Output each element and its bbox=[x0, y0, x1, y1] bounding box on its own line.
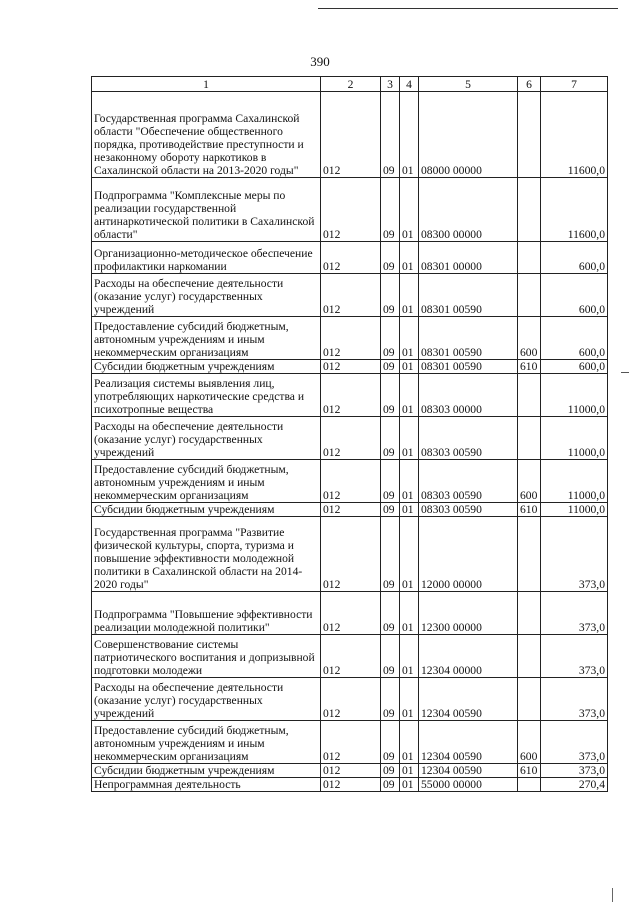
row-ministry-code: 012 bbox=[321, 360, 381, 374]
row-section-code: 09 bbox=[381, 242, 400, 274]
row-expense-type bbox=[518, 778, 541, 792]
row-target-code: 08000 00000 bbox=[419, 92, 518, 178]
row-section-code: 09 bbox=[381, 778, 400, 792]
row-subsection-code: 01 bbox=[400, 517, 419, 592]
page-number: 390 bbox=[310, 54, 330, 69]
row-amount: 11000,0 bbox=[541, 417, 608, 460]
row-ministry-code: 012 bbox=[321, 317, 381, 360]
row-subsection-code: 01 bbox=[400, 242, 419, 274]
row-target-code: 08303 00590 bbox=[419, 460, 518, 503]
row-expense-type bbox=[518, 517, 541, 592]
row-name-cell: Организационно-методическое обеспечение профилактики наркомании bbox=[92, 242, 321, 274]
header-cell: 1 bbox=[92, 77, 321, 92]
row-section-code: 09 bbox=[381, 503, 400, 517]
row-name-cell: Расходы на обеспечение деятельности (оказание услуг) государственных учреждений bbox=[92, 417, 321, 460]
row-expense-type: 610 bbox=[518, 503, 541, 517]
row-section-code: 09 bbox=[381, 721, 400, 764]
row-target-code: 12304 00590 bbox=[419, 764, 518, 778]
row-subsection-code: 01 bbox=[400, 764, 419, 778]
row-target-code: 12304 00590 bbox=[419, 721, 518, 764]
header-cell: 6 bbox=[518, 77, 541, 92]
row-ministry-code: 012 bbox=[321, 178, 381, 242]
row-amount: 11600,0 bbox=[541, 178, 608, 242]
row-subsection-code: 01 bbox=[400, 721, 419, 764]
table-row bbox=[92, 92, 608, 178]
row-name-cell: Предоставление субсидий бюджетным, автономным учреждениям и иным некоммерческим организациям bbox=[92, 460, 321, 503]
row-expense-type bbox=[518, 374, 541, 417]
row-amount: 373,0 bbox=[541, 592, 608, 635]
row-subsection-code: 01 bbox=[400, 274, 419, 317]
page-edge-mark bbox=[612, 888, 613, 902]
row-amount: 600,0 bbox=[541, 242, 608, 274]
row-expense-type bbox=[518, 635, 541, 678]
table-row bbox=[92, 503, 608, 517]
row-target-code: 12304 00000 bbox=[419, 635, 518, 678]
row-name-cell: Непрограммная деятельность bbox=[92, 778, 321, 792]
table-row bbox=[92, 764, 608, 778]
table-row bbox=[92, 374, 608, 417]
row-ministry-code: 012 bbox=[321, 460, 381, 503]
row-expense-type: 600 bbox=[518, 317, 541, 360]
row-subsection-code: 01 bbox=[400, 635, 419, 678]
row-subsection-code: 01 bbox=[400, 317, 419, 360]
row-name-cell: Предоставление субсидий бюджетным, автономным учреждениям и иным некоммерческим организациям bbox=[92, 317, 321, 360]
header-cell: 3 bbox=[381, 77, 400, 92]
row-amount: 11000,0 bbox=[541, 374, 608, 417]
header-cell: 2 bbox=[321, 77, 381, 92]
row-section-code: 09 bbox=[381, 360, 400, 374]
row-expense-type: 600 bbox=[518, 721, 541, 764]
row-ministry-code: 012 bbox=[321, 678, 381, 721]
row-expense-type bbox=[518, 417, 541, 460]
row-ministry-code: 012 bbox=[321, 92, 381, 178]
row-subsection-code: 01 bbox=[400, 503, 419, 517]
row-section-code: 09 bbox=[381, 417, 400, 460]
row-section-code: 09 bbox=[381, 517, 400, 592]
row-ministry-code: 012 bbox=[321, 635, 381, 678]
scan-artifact bbox=[621, 372, 629, 373]
row-ministry-code: 012 bbox=[321, 764, 381, 778]
row-name-cell: Предоставление субсидий бюджетным, автономным учреждениям и иным некоммерческим организациям bbox=[92, 721, 321, 764]
row-name-cell: Субсидии бюджетным учреждениям bbox=[92, 503, 321, 517]
row-name-cell: Совершенствование системы патриотического воспитания и допризывной подготовки молодежи bbox=[92, 635, 321, 678]
row-amount: 270,4 bbox=[541, 778, 608, 792]
row-target-code: 08301 00000 bbox=[419, 242, 518, 274]
row-ministry-code: 012 bbox=[321, 242, 381, 274]
row-expense-type bbox=[518, 592, 541, 635]
row-name-cell: Государственная программа "Развитие физической культуры, спорта, туризма и повышение эффективности молодежной политики в Сахалинской области на 2014-2020 годы" bbox=[92, 517, 321, 592]
row-expense-type: 610 bbox=[518, 764, 541, 778]
row-section-code: 09 bbox=[381, 374, 400, 417]
row-name-cell: Расходы на обеспечение деятельности (оказание услуг) государственных учреждений bbox=[92, 274, 321, 317]
header-cell: 5 bbox=[419, 77, 518, 92]
row-target-code: 08303 00000 bbox=[419, 374, 518, 417]
row-amount: 373,0 bbox=[541, 517, 608, 592]
row-amount: 373,0 bbox=[541, 764, 608, 778]
row-subsection-code: 01 bbox=[400, 417, 419, 460]
table-row bbox=[92, 517, 608, 592]
row-target-code: 08300 00000 bbox=[419, 178, 518, 242]
budget-table bbox=[91, 76, 608, 792]
row-expense-type bbox=[518, 178, 541, 242]
row-section-code: 09 bbox=[381, 764, 400, 778]
header-cell: 7 bbox=[541, 77, 608, 92]
row-name-cell: Субсидии бюджетным учреждениям bbox=[92, 360, 321, 374]
row-subsection-code: 01 bbox=[400, 92, 419, 178]
row-section-code: 09 bbox=[381, 178, 400, 242]
table-row bbox=[92, 242, 608, 274]
header-cell: 4 bbox=[400, 77, 419, 92]
table-row bbox=[92, 678, 608, 721]
header-row bbox=[92, 77, 608, 92]
row-expense-type: 600 bbox=[518, 460, 541, 503]
row-name-cell: Подпрограмма "Повышение эффективности реализации молодежной политики" bbox=[92, 592, 321, 635]
row-subsection-code: 01 bbox=[400, 178, 419, 242]
row-ministry-code: 012 bbox=[321, 517, 381, 592]
row-subsection-code: 01 bbox=[400, 778, 419, 792]
row-ministry-code: 012 bbox=[321, 417, 381, 460]
row-target-code: 12300 00000 bbox=[419, 592, 518, 635]
row-amount: 11600,0 bbox=[541, 92, 608, 178]
row-expense-type bbox=[518, 678, 541, 721]
row-amount: 373,0 bbox=[541, 678, 608, 721]
row-subsection-code: 01 bbox=[400, 678, 419, 721]
row-target-code: 12000 00000 bbox=[419, 517, 518, 592]
row-section-code: 09 bbox=[381, 317, 400, 360]
row-expense-type bbox=[518, 92, 541, 178]
row-expense-type: 610 bbox=[518, 360, 541, 374]
row-subsection-code: 01 bbox=[400, 374, 419, 417]
row-section-code: 09 bbox=[381, 678, 400, 721]
table-row bbox=[92, 417, 608, 460]
row-name-cell: Подпрограмма "Комплексные меры по реализации государственной антинаркотической политики в Сахалинской области" bbox=[92, 178, 321, 242]
row-section-code: 09 bbox=[381, 635, 400, 678]
row-section-code: 09 bbox=[381, 460, 400, 503]
row-target-code: 55000 00000 bbox=[419, 778, 518, 792]
table-body bbox=[92, 92, 608, 792]
row-subsection-code: 01 bbox=[400, 592, 419, 635]
row-ministry-code: 012 bbox=[321, 274, 381, 317]
table-row bbox=[92, 274, 608, 317]
row-target-code: 08303 00590 bbox=[419, 503, 518, 517]
row-amount: 11000,0 bbox=[541, 460, 608, 503]
table-row bbox=[92, 778, 608, 792]
row-name-cell: Расходы на обеспечение деятельности (оказание услуг) государственных учреждений bbox=[92, 678, 321, 721]
table-row bbox=[92, 635, 608, 678]
table-row bbox=[92, 592, 608, 635]
row-amount: 373,0 bbox=[541, 635, 608, 678]
row-ministry-code: 012 bbox=[321, 503, 381, 517]
table-row bbox=[92, 178, 608, 242]
table-row bbox=[92, 360, 608, 374]
row-section-code: 09 bbox=[381, 92, 400, 178]
row-amount: 373,0 bbox=[541, 721, 608, 764]
table-row bbox=[92, 721, 608, 764]
top-rule bbox=[318, 8, 618, 9]
row-amount: 600,0 bbox=[541, 274, 608, 317]
row-amount: 600,0 bbox=[541, 360, 608, 374]
row-ministry-code: 012 bbox=[321, 592, 381, 635]
row-target-code: 08301 00590 bbox=[419, 274, 518, 317]
row-expense-type bbox=[518, 242, 541, 274]
row-target-code: 12304 00590 bbox=[419, 678, 518, 721]
row-expense-type bbox=[518, 274, 541, 317]
row-ministry-code: 012 bbox=[321, 778, 381, 792]
row-section-code: 09 bbox=[381, 592, 400, 635]
row-target-code: 08303 00590 bbox=[419, 417, 518, 460]
row-amount: 600,0 bbox=[541, 317, 608, 360]
table-row bbox=[92, 317, 608, 360]
row-target-code: 08301 00590 bbox=[419, 317, 518, 360]
row-amount: 11000,0 bbox=[541, 503, 608, 517]
row-name-cell: Государственная программа Сахалинской области "Обеспечение общественного порядка, противодействие преступности и незаконному обороту наркотиков в Сахалинской области на 2013-2020 годы" bbox=[92, 92, 321, 178]
row-ministry-code: 012 bbox=[321, 374, 381, 417]
row-subsection-code: 01 bbox=[400, 360, 419, 374]
table-row bbox=[92, 460, 608, 503]
row-name-cell: Субсидии бюджетным учреждениям bbox=[92, 764, 321, 778]
row-name-cell: Реализация системы выявления лиц, употребляющих наркотические средства и психотропные вещества bbox=[92, 374, 321, 417]
row-target-code: 08301 00590 bbox=[419, 360, 518, 374]
row-subsection-code: 01 bbox=[400, 460, 419, 503]
row-section-code: 09 bbox=[381, 274, 400, 317]
row-ministry-code: 012 bbox=[321, 721, 381, 764]
